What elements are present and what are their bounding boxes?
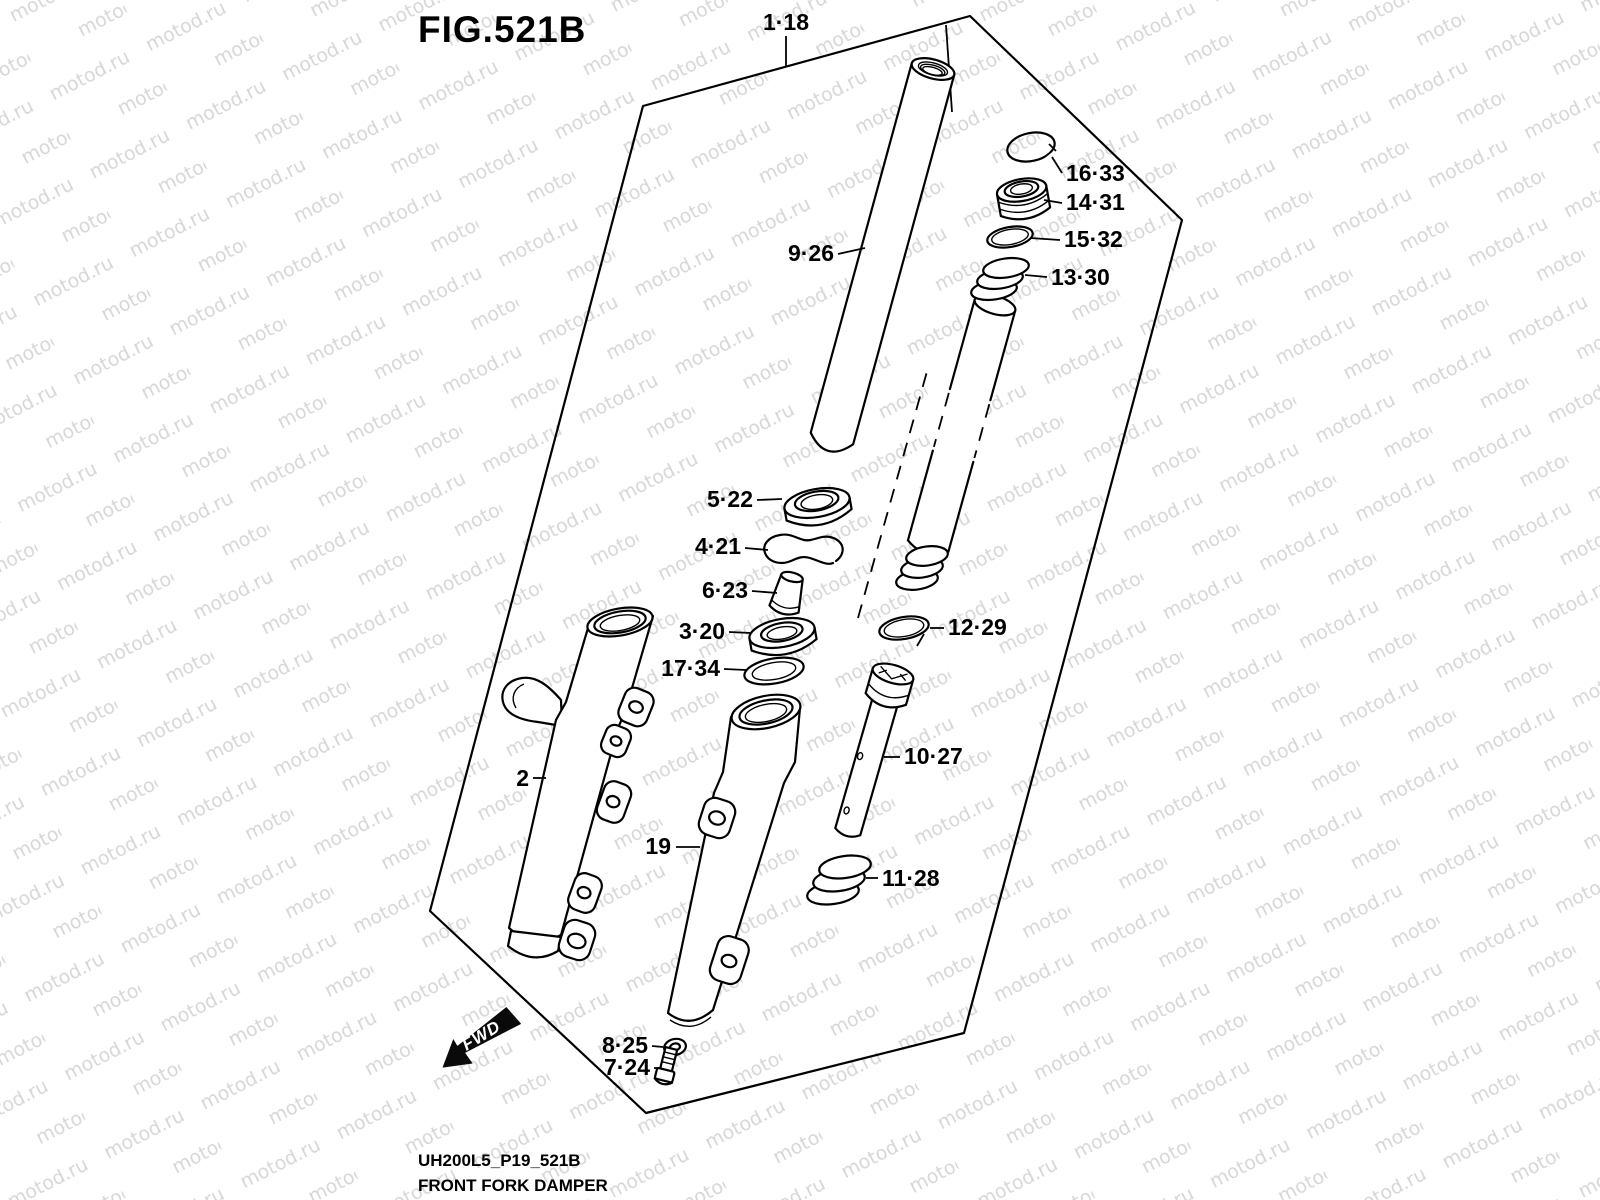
callout-label: 16·33: [1066, 160, 1125, 186]
callout-label: 4·21: [694, 533, 741, 559]
callout-label: 15·32: [1064, 226, 1123, 252]
callout-label: 2: [516, 765, 529, 791]
callout-label: 5·22: [706, 486, 753, 512]
callout-label: 13·30: [1051, 264, 1110, 290]
callout-line: [652, 1046, 663, 1047]
callout-label: 8·25: [601, 1032, 648, 1058]
callout-line: [724, 669, 746, 670]
callout-label: 10·27: [904, 743, 963, 769]
fwd-arrow-label: FWD: [458, 1016, 505, 1055]
callout-line: [757, 499, 782, 500]
callout-label: 17·34: [661, 655, 720, 681]
callout-label: 19: [645, 833, 671, 859]
callout-label: 3·20: [678, 618, 725, 644]
footer-caption: FRONT FORK DAMPER: [418, 1176, 608, 1195]
callout-label: 1·18: [762, 9, 810, 35]
callout-label: 7·24: [603, 1054, 650, 1080]
callout-label: 9·26: [787, 240, 834, 266]
footer-code: UH200L5_P19_521B: [418, 1151, 581, 1170]
figure-title: FIG.521B: [418, 9, 587, 50]
callout-label: 12·29: [948, 614, 1007, 640]
callout-label: 11·28: [882, 865, 940, 891]
callout-line: [729, 632, 751, 633]
callout-label: 14·31: [1066, 189, 1125, 215]
callout-label: 6·23: [701, 577, 748, 603]
